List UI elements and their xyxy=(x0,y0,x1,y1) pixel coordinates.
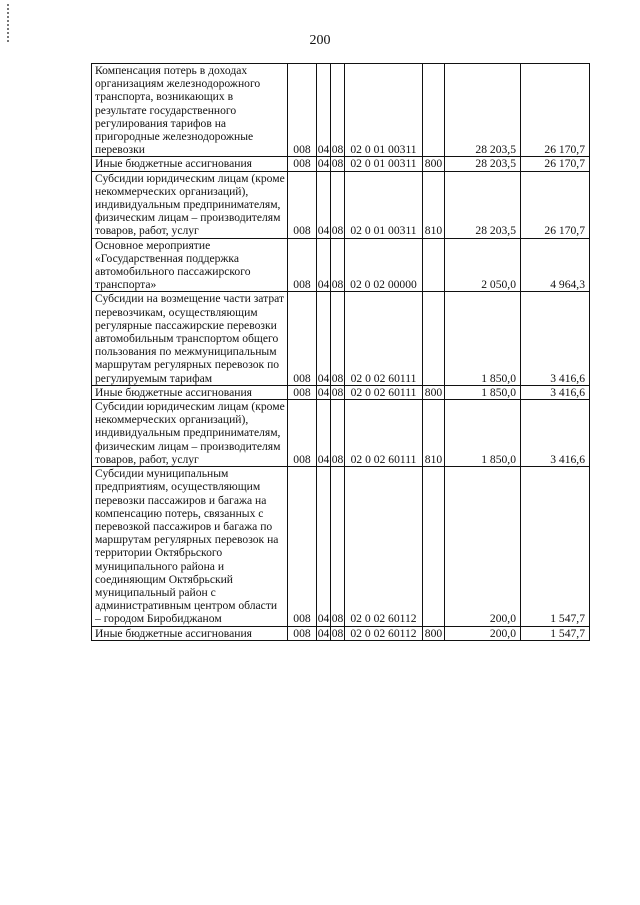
row-name: Субсидии на возмещение части затрат перевозчикам, осуществляющим регулярные пассажирские перевозки автомобильным транспортом общего пользования по межмуниципальным маршрутам регулярных перевозок по регулируемым тарифам xyxy=(92,292,288,385)
target-code: 02 0 02 60112 xyxy=(345,626,423,640)
row-name: Иные бюджетные ассигнования xyxy=(92,385,288,399)
section-code: 04 xyxy=(317,171,331,238)
subsection-code: 08 xyxy=(331,400,345,467)
table-row xyxy=(92,467,590,626)
target-code: 02 0 01 00311 xyxy=(345,157,423,171)
section-code: 04 xyxy=(317,400,331,467)
amount-year-2: 4 964,3 xyxy=(521,238,590,292)
row-name: Субсидии муниципальным предприятиям, осуществляющим перевозки пассажиров и багажа на компенсацию потерь, связанных с перевозкой пассажиров и багажа по маршрутам регулярных перевозок на территории Октябрьского муниципального района и соединяющим Октябрьский муниципальный район с административным центром области – городом Биробиджаном xyxy=(92,467,288,626)
subsection-code: 08 xyxy=(331,171,345,238)
section-code: 04 xyxy=(317,467,331,626)
amount-year-1: 200,0 xyxy=(445,626,521,640)
section-code: 04 xyxy=(317,64,331,157)
amount-year-2: 26 170,7 xyxy=(521,171,590,238)
section-code: 04 xyxy=(317,157,330,171)
ministry-code: 008 xyxy=(288,292,317,385)
ministry-code: 008 xyxy=(288,157,317,171)
expense-type-code: 800 xyxy=(423,626,445,640)
amount-year-2: 26 170,7 xyxy=(521,157,590,171)
subsection-code: 08 xyxy=(331,626,344,640)
table-row xyxy=(92,157,590,171)
row-name: Основное мероприятие «Государственная поддержка автомобильного пассажирского транспорта» xyxy=(92,238,288,292)
expense-type-code xyxy=(423,238,445,292)
amount-year-1: 200,0 xyxy=(445,467,521,626)
table-row xyxy=(92,400,590,467)
ministry-code: 008 xyxy=(288,467,317,626)
subsection-code: 08 xyxy=(331,238,345,292)
row-name: Субсидии юридическим лицам (кроме некоммерческих организаций), индивидуальным предпринимателям, физическим лицам – производителям товаров, работ, услуг xyxy=(92,171,288,238)
amount-year-1: 28 203,5 xyxy=(445,157,521,171)
section-code: 04 xyxy=(317,238,331,292)
subsection-code: 08 xyxy=(331,292,345,385)
ministry-code: 008 xyxy=(288,626,317,640)
subsection-code: 08 xyxy=(331,467,345,626)
section-code: 04 xyxy=(317,385,330,399)
amount-year-1: 1 850,0 xyxy=(445,400,521,467)
amount-year-2: 3 416,6 xyxy=(521,400,590,467)
target-code: 02 0 02 60111 xyxy=(345,400,423,467)
target-code: 02 0 01 00311 xyxy=(345,171,423,238)
page-number: 200 xyxy=(309,33,331,48)
amount-year-1: 28 203,5 xyxy=(445,171,521,238)
row-name: Компенсация потерь в доходах организациям железнодорожного транспорта, возникающих в результате государственного регулирования тарифов на пригородные железнодорожные перевозки xyxy=(92,64,288,157)
amount-year-2: 26 170,7 xyxy=(521,64,590,157)
expense-type-code: 810 xyxy=(423,400,445,467)
ministry-code: 008 xyxy=(288,171,317,238)
amount-year-1: 1 850,0 xyxy=(445,292,521,385)
table-row xyxy=(92,292,590,385)
section-code: 04 xyxy=(317,626,330,640)
amount-year-2: 3 416,6 xyxy=(521,292,590,385)
ministry-code: 008 xyxy=(288,238,317,292)
table-row xyxy=(92,385,590,399)
table-row xyxy=(92,238,590,292)
expense-type-code: 800 xyxy=(423,385,445,399)
subsection-code: 08 xyxy=(331,64,345,157)
target-code: 02 0 02 60111 xyxy=(345,385,423,399)
table-row xyxy=(92,171,590,238)
ministry-code: 008 xyxy=(288,64,317,157)
row-name: Иные бюджетные ассигнования xyxy=(92,157,288,171)
table-row xyxy=(92,626,590,640)
amount-year-2: 1 547,7 xyxy=(521,467,590,626)
ministry-code: 008 xyxy=(288,385,317,399)
target-code: 02 0 01 00311 xyxy=(345,64,423,157)
expense-type-code: 810 xyxy=(423,171,445,238)
section-code: 04 xyxy=(317,292,331,385)
expense-type-code: 800 xyxy=(423,157,445,171)
amount-year-2: 3 416,6 xyxy=(521,385,590,399)
amount-year-1: 2 050,0 xyxy=(445,238,521,292)
row-name: Субсидии юридическим лицам (кроме некоммерческих организаций), индивидуальным предпринимателям, физическим лицам – производителям товаров, работ, услуг xyxy=(92,400,288,467)
row-name: Иные бюджетные ассигнования xyxy=(92,626,288,640)
target-code: 02 0 02 60112 xyxy=(345,467,423,626)
expense-type-code xyxy=(423,467,445,626)
amount-year-1: 28 203,5 xyxy=(445,64,521,157)
expense-type-code xyxy=(423,64,445,157)
budget-table xyxy=(91,63,590,641)
subsection-code: 08 xyxy=(331,157,344,171)
target-code: 02 0 02 00000 xyxy=(345,238,423,292)
table-row xyxy=(92,64,590,157)
ministry-code: 008 xyxy=(288,400,317,467)
subsection-code: 08 xyxy=(331,385,344,399)
amount-year-1: 1 850,0 xyxy=(445,385,521,399)
expense-type-code xyxy=(423,292,445,385)
target-code: 02 0 02 60111 xyxy=(345,292,423,385)
amount-year-2: 1 547,7 xyxy=(521,626,590,640)
